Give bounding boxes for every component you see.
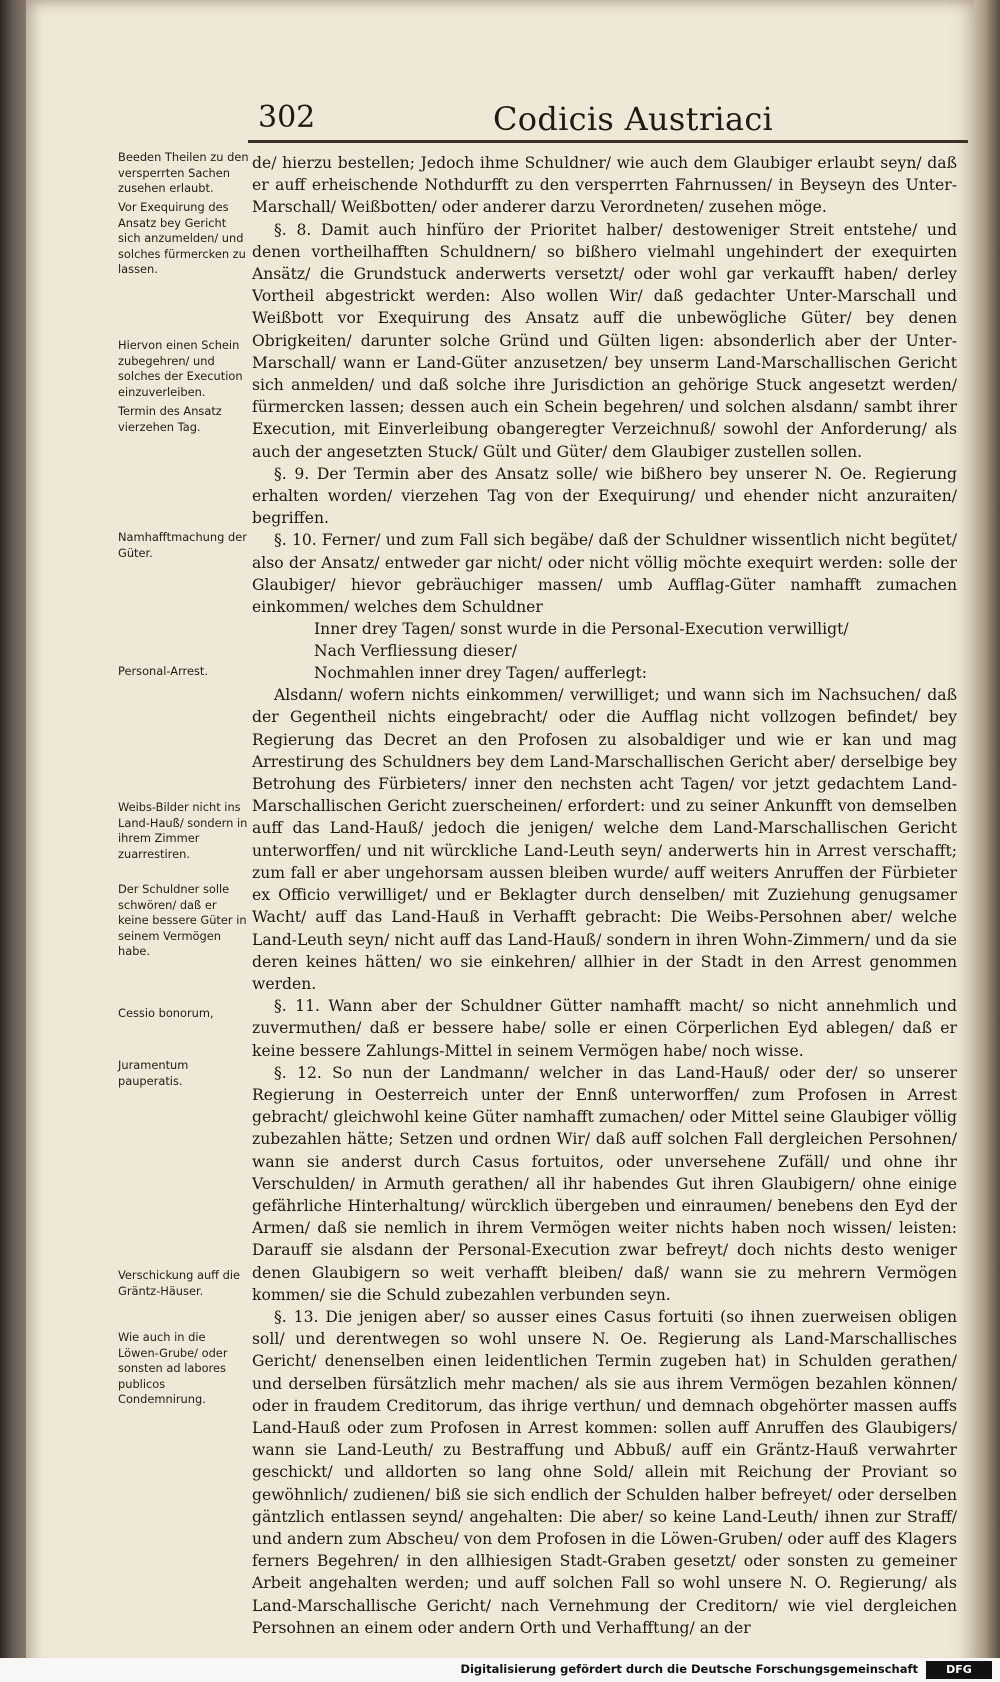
paragraph: §. 11. Wann aber der Schuldner Gütter namhafft macht/ so nicht annehmlich und zuvermuthen/ daß er bessere habe/ solle er einen Cörperlichen Eyd ablegen/ daß er keine bessere Zahlungs-Mittel in seinem Vermögen habe/ noch wisse. xyxy=(252,997,957,1060)
header-rule xyxy=(248,140,968,143)
condition-list xyxy=(252,618,957,684)
condition-item: Nach Verfliessung dieser/ xyxy=(314,642,517,661)
margin-note: Juramentum pauperatis. xyxy=(118,1058,189,1088)
page-number: 302 xyxy=(258,100,316,135)
margin-note: Personal-Arrest. xyxy=(118,664,209,678)
margin-note: Cessio bonorum, xyxy=(118,1006,214,1020)
dfg-logo: DFG xyxy=(926,1661,992,1679)
condition-item: Nochmahlen inner drey Tagen/ aufferlegt: xyxy=(314,664,648,683)
condition-item: Inner drey Tagen/ sonst wurde in die Personal-Execution verwilligt/ xyxy=(314,620,849,639)
paragraph: de/ hierzu bestellen; Jedoch ihme Schuldner/ wie auch dem Glaubiger erlaubt seyn/ daß er auff erheischende Nothdurfft zu den versperrten Fahrnussen/ in Beyseyn des Unter-Marschall/ Weißbotten/ oder anderer darzu Verordneten/ zusehen möge. xyxy=(252,154,957,217)
margin-note: Weibs-Bilder nicht ins Land-Hauß/ sondern in ihrem Zimmer zuarrestiren. xyxy=(118,800,248,861)
paragraph: §. 8. Damit auch hinfüro der Prioritet halber/ destoweniger Streit entstehe/ und denen vortheilhafften Schuldnern/ so bißhero vielmahl ungehindert der exequirten Ansätz/ die Grundstuck anderwerts versetzt/ oder wohl gar verkaufft haben/ derley Vortheil abgestrickt werden: Also wollen Wir/ daß gedachter Unter-Marschall und Weißbott vor Exequirung des Ansatz auff die unbewögliche Güter/ bey denen Obrigkeiten/ darunter solche Gründ und Gülten ligen: absonderlich aber der Unter-Marschall/ wann er Land-Güter anzusetzen/ bey unserm Land-Marschallischen Gericht sich anmelden/ und daß solche ihre Jurisdiction an gehörige Stuck angesetzt werden/ fürmercken lassen; dessen auch ein Schein begehren/ und solchen alsdann/ sambt ihrer Execution, mit Einverleibung obangeregter Verzeichnuß/ sowohl der Anforderung/ als auch der angesetzten Stuck/ Gült und Güter/ dem Glaubiger zustellen sollen. xyxy=(252,220,957,461)
margin-note: Termin des Ansatz vierzehen Tag. xyxy=(118,404,222,434)
paragraph: §. 12. So nun der Landmann/ welcher in das Land-Hauß/ oder der/ so unserer Regierung in Oesterreich unter der Ennß unterworffen/ zum Profosen in Arrest gebracht/ gleichwohl keine Güter namhafft zumachen/ oder Mittel seine Glaubiger völlig zubezahlen hätte; Setzen und ordnen Wir/ daß auff solchen Fall dergleichen Persohnen/ wann sie anderst durch Casus fortuitos, oder unversehene Zufäll/ und ohne ihr Verschulden/ in Armuth gerathen/ all ihr habendes Gut ihren Glaubigern/ ohne einige gefährliche Hinterhaltung/ würcklich übergeben und einraumen/ benebens den Eyd der Armen/ daß sie nemlich in ihrem Vermögen weiter nichts haben noch wissen/ leisten: Darauff sie alsdann der Personal-Execution zwar befreyt/ doch nichts desto weniger denen Glaubigern so weit verhafft bleiben/ daß/ wann sie zu mehrern Vermögen kommen/ sie die Schuld zubezahlen verbunden seyn. xyxy=(252,1063,957,1304)
margin-note: Der Schuldner solle schwören/ daß er keine bessere Güter in seinem Vermögen habe. xyxy=(118,882,247,958)
paragraph: §. 9. Der Termin aber des Ansatz solle/ wie bißhero bey unserer N. Oe. Regierung erhalten worden/ vierzehen Tag von der Exequirung/ und ehender nicht anzuraiten/ begriffen. xyxy=(252,464,957,528)
margin-note: Beeden Theilen zu den versperrten Sachen zusehen erlaubt. xyxy=(118,150,249,195)
digitization-footer xyxy=(0,1658,1000,1682)
footer-credit: Digitalisierung gefördert durch die Deutsche Forschungsgemeinschaft xyxy=(460,1662,918,1676)
margin-note: Namhafftmachung der Güter. xyxy=(118,530,247,560)
paragraph: §. 10. Ferner/ und zum Fall sich begäbe/ daß der Schuldner wissentlich nicht begütet/ also der Ansatz/ entweder gar nicht/ oder nicht völlig möchte exequirt werden: solle der Glaubiger/ hievor gebräuchiger massen/ umb Aufflag-Güter namhafft zumachen einkommen/ welches dem Schuldner xyxy=(252,531,957,617)
page-header xyxy=(228,100,774,146)
margin-note: Verschickung auff die Gräntz-Häuser. xyxy=(118,1268,241,1298)
page-edge xyxy=(974,0,1000,1682)
running-title: Codicis Austriaci xyxy=(493,100,774,138)
margin-note: Vor Exequirung des Ansatz bey Gericht sich anzumelden/ und solches fürmercken zu lassen. xyxy=(118,200,246,276)
body-text xyxy=(252,152,957,1639)
book-gutter xyxy=(0,0,28,1682)
paragraph: Alsdann/ wofern nichts einkommen/ verwilliget; und wann sich im Nachsuchen/ daß der Gegentheil nichts eingebracht/ oder die Aufflag nicht vollzogen befindet/ bey Regierung das Decret an den Profosen zu alsobaldiger und wie er kan und mag Arrestirung des Schuldners bey dem Land-Marschallischen Gericht aber/ derselbige bey Betrohung des Fürbieters/ inner den nechsten acht Tagen/ vor jetzt gedachtem Land-Marschallischen Gericht zuerscheinen/ erfordert: und zu seiner Ankunfft von demselben auff das Land-Hauß/ jedoch die jenigen/ welche dem Land-Marschallischen Gericht unterworffen/ und nit würckliche Land-Leuth seyn/ anderwerts hin in Arrest verschafft; zum fall er aber ungehorsam aussen bleiben wurde/ auff weiters Anruffen der Fürbieter ex Officio verwilliget/ und er Beklagter durch denselben/ mit Zuziehung genugsamer Wacht/ auff das Land-Hauß in Verhafft gebracht: Die Weibs-Persohnen aber/ welche Land-Leuth seyn/ nicht auff das Land-Hauß/ sondern in ihren Wohn-Zimmern/ und da sie deren keines hätten/ wo sie einkehren/ allhier in der Stadt in den Arrest genommen werden. xyxy=(252,686,957,993)
margin-note: Wie auch in die Löwen-Grube/ oder sonsten ad labores publicos Condemnirung. xyxy=(118,1330,228,1406)
margin-note: Hiervon einen Schein zubegehren/ und solches der Execution einzuverleiben. xyxy=(118,338,243,399)
paragraph: §. 13. Die jenigen aber/ so ausser eines Casus fortuiti (so ihnen zuerweisen obligen soll/ und derentwegen so wohl unsere N. Oe. Regierung als Land-Marschallisches Gericht/ denenselben einen leidentlichen Termin zugeben hat) in Schulden gerathen/ und derselben fürsätzlich mehr machen/ als sie aus ihrem Vermögen bezahlen können/ oder in fraudem Creditorum, das ihrige verthun/ und demnach obgehörter massen auffs Land-Hauß oder zum Profosen in Arrest kommen: sollen auff Anruffen des Glaubigers/ wann sie Land-Leuth/ zu Bestraffung und Abbuß/ auff ein Gräntz-Hauß verwahrter geschickt/ und alldorten so lang ohne Sold/ allein mit Reichung der Proviant so gewöhnlich/ zudienen/ biß sie sich endlich der Schulden halber befreyet/ oder derselben gäntzlich entlassen seynd/ angehalten: Die aber/ so keine Land-Leuth/ ihnen zur Straff/ und andern zum Abscheu/ von dem Profosen in die Löwen-Gruben/ oder auff des Klagers ferners Begehren/ in den allhiesigen Stadt-Graben gesetzt/ oder sonsten zu gemeiner Arbeit angehalten werden; und auff solchen Fall so wohl unsere N. O. Regierung/ als Land-Marschallische Gericht/ nach Vernehmung der Creditorn/ wie viel dergleichen Persohnen an einem oder andern Orth und Verhafftung/ an der xyxy=(252,1307,957,1637)
